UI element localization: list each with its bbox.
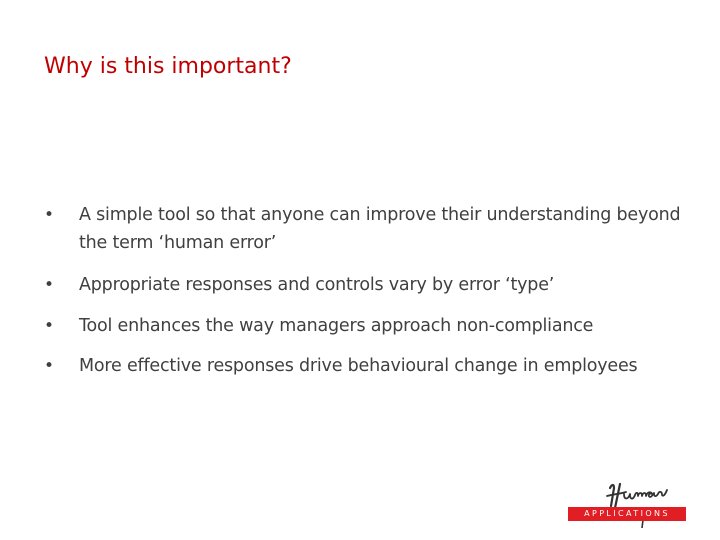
bullet-icon: •: [44, 205, 55, 225]
slide-title: Why is this important?: [44, 54, 292, 79]
bullet-text: Appropriate responses and controls vary by error ‘type’: [79, 275, 555, 295]
bullet-icon: •: [44, 356, 55, 376]
bullet-text: More effective responses drive behavioural change in employees: [79, 356, 638, 376]
bullet-icon: •: [44, 316, 55, 336]
bullet-text: Tool enhances the way managers approach non-compliance: [79, 316, 594, 336]
human-applications-logo: [568, 478, 688, 528]
logo-bar-text: APPLICATIONS: [584, 509, 670, 518]
bullet-text: A simple tool so that anyone can improve their understanding beyond the term ‘human error’: [79, 205, 681, 253]
logo-red-bar: [568, 507, 686, 521]
bullet-icon: •: [44, 275, 55, 295]
